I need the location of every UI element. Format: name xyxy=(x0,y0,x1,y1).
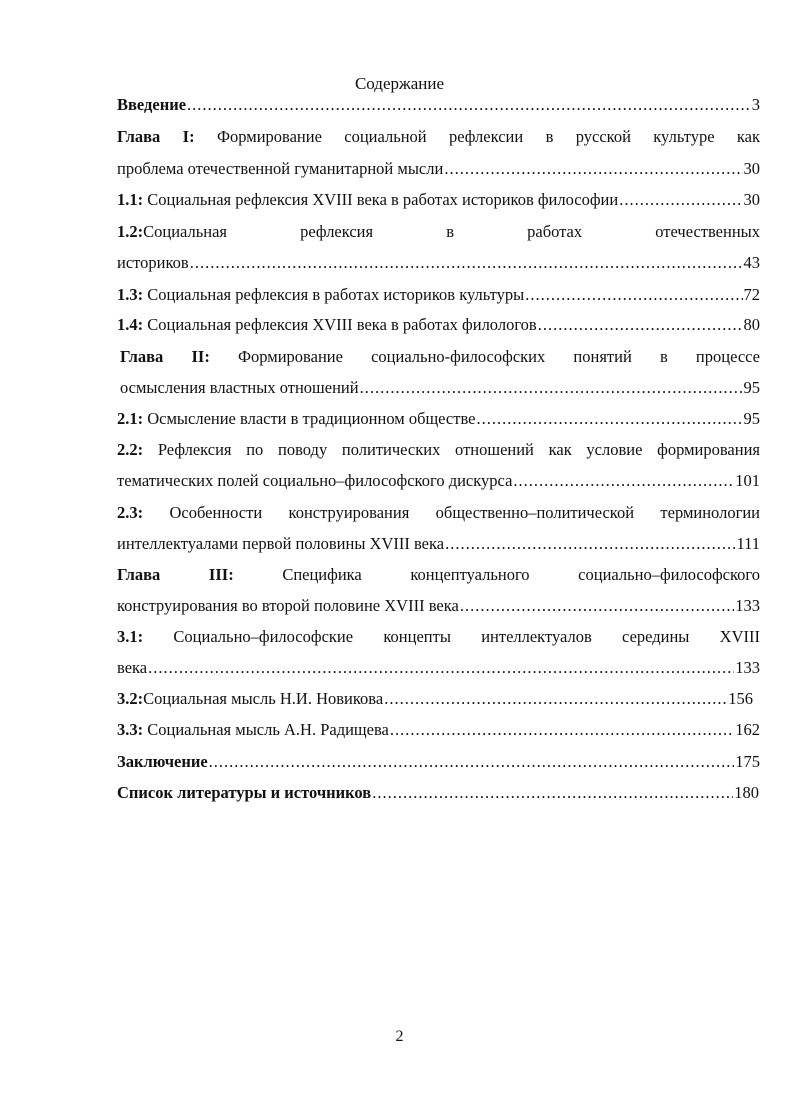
toc-text: Социальная рефлексия в работах отечественных xyxy=(143,222,760,241)
toc-entry-1-1 xyxy=(117,189,760,211)
toc-prefix: 3.1: xyxy=(117,627,144,646)
toc-prefix: 1.2: xyxy=(117,222,144,241)
toc-prefix: 2.1: xyxy=(117,409,144,428)
toc-entry-1-3 xyxy=(117,284,760,306)
toc-prefix: 2.2: xyxy=(117,440,144,459)
leader-dots xyxy=(525,284,742,306)
toc-entry-chapter-2 xyxy=(120,346,760,368)
leader-dots xyxy=(148,657,734,679)
page-number: 2 xyxy=(395,1028,404,1045)
toc-label: Заключение xyxy=(117,752,208,771)
toc-page: 80 xyxy=(743,315,760,334)
toc-entry-1-2 xyxy=(117,221,760,243)
toc-prefix: Глава II: xyxy=(120,347,210,366)
toc-label: Список литературы и источников xyxy=(117,783,372,802)
toc-text: Социальная рефлексия XVIII века в работах филологов xyxy=(147,315,537,334)
toc-page: 156 xyxy=(728,689,753,708)
toc-entry-chapter-1 xyxy=(117,126,760,148)
toc-text: интеллектуалами первой половины XVIII века xyxy=(117,534,445,553)
toc-page: 111 xyxy=(736,534,760,553)
toc-text: Социально–философские концепты интеллектуалов середины XVIII xyxy=(173,627,760,646)
leader-dots xyxy=(513,470,734,492)
toc-entry-chapter-2-cont xyxy=(120,377,760,399)
toc-entry-3-2 xyxy=(117,688,753,710)
toc-page: 162 xyxy=(735,720,760,739)
toc-title: Содержание xyxy=(354,74,445,93)
leader-dots xyxy=(190,252,743,274)
toc-text: века xyxy=(117,658,148,677)
leader-dots xyxy=(384,688,727,710)
toc-page: 30 xyxy=(743,159,760,178)
toc-entry-chapter-1-cont xyxy=(117,158,760,180)
toc-entry-2-3 xyxy=(117,502,760,524)
toc-text: Особенности конструирования общественно–политической терминологии xyxy=(169,503,761,522)
toc-prefix: 3.2: xyxy=(117,689,144,708)
toc-text: Осмысление власти в традиционном обществе xyxy=(147,409,476,428)
toc-text: Социальная рефлексия XVIII века в работах историков философии xyxy=(147,190,619,209)
toc-entry-3-1-cont xyxy=(117,657,760,679)
toc-text: Социальная мысль Н.И. Новикова xyxy=(143,689,384,708)
toc-page: 72 xyxy=(743,285,760,304)
toc-prefix: Глава III: xyxy=(117,565,234,584)
toc-page: 30 xyxy=(743,190,760,209)
toc-entry-2-2 xyxy=(117,439,760,461)
toc-entry-1-2-cont xyxy=(117,252,760,274)
leader-dots xyxy=(444,158,742,180)
leader-dots xyxy=(360,377,743,399)
leader-dots xyxy=(460,595,734,617)
toc-entry-chapter-3 xyxy=(117,564,760,586)
toc-text: тематических полей социально–философского дискурса xyxy=(117,471,513,490)
toc-prefix: 2.3: xyxy=(117,503,144,522)
toc-page: 43 xyxy=(743,253,760,272)
toc-entry-2-3-cont xyxy=(117,533,760,555)
leader-dots xyxy=(390,719,734,741)
toc-page: 101 xyxy=(735,471,760,490)
leader-dots xyxy=(187,94,751,116)
leader-dots xyxy=(538,314,743,336)
toc-text: Социальная рефлексия в работах историков культуры xyxy=(147,285,525,304)
toc-entry-3-3 xyxy=(117,719,760,741)
toc-entry-3-1 xyxy=(117,626,760,648)
toc-prefix: 1.1: xyxy=(117,190,144,209)
toc-entry-bibliography xyxy=(117,782,759,804)
toc-entry-2-2-cont xyxy=(117,470,760,492)
toc-page: 3 xyxy=(751,95,760,114)
toc-entry-intro xyxy=(117,94,760,116)
toc-text: Рефлексия по поводу политических отношений как условие формирования xyxy=(157,440,760,459)
toc-entry-1-4 xyxy=(117,314,760,336)
toc-text: осмысления властных отношений xyxy=(120,378,359,397)
toc-text: историков xyxy=(117,253,189,272)
toc-prefix: Глава I: xyxy=(117,127,195,146)
leader-dots xyxy=(372,782,733,804)
toc-prefix: 1.3: xyxy=(117,285,144,304)
toc-text: Формирование социальной рефлексии в русской культуре как xyxy=(216,127,760,146)
toc-text: Формирование социально-философских понятий в процессе xyxy=(238,347,760,366)
toc-text: конструирования во второй половине XVIII века xyxy=(117,596,459,615)
toc-label: Введение xyxy=(117,95,187,114)
leader-dots xyxy=(209,751,735,773)
toc-page: 95 xyxy=(743,409,760,428)
toc-prefix: 1.4: xyxy=(117,315,144,334)
toc-entry-2-1 xyxy=(117,408,760,430)
toc-page: 175 xyxy=(735,752,760,771)
toc-page: 180 xyxy=(734,783,759,802)
leader-dots xyxy=(619,189,742,211)
leader-dots xyxy=(476,408,742,430)
toc-page: 133 xyxy=(735,658,760,677)
leader-dots xyxy=(445,533,735,555)
toc-page: 133 xyxy=(735,596,760,615)
toc-page: 95 xyxy=(743,378,760,397)
toc-text: проблема отечественной гуманитарной мысли xyxy=(117,159,444,178)
toc-entry-chapter-3-cont xyxy=(117,595,760,617)
toc-text: Специфика концептуального социально–философского xyxy=(282,565,760,584)
toc-entry-conclusion xyxy=(117,751,760,773)
toc-prefix: 3.3: xyxy=(117,720,144,739)
toc-text: Социальная мысль А.Н. Радищева xyxy=(147,720,389,739)
